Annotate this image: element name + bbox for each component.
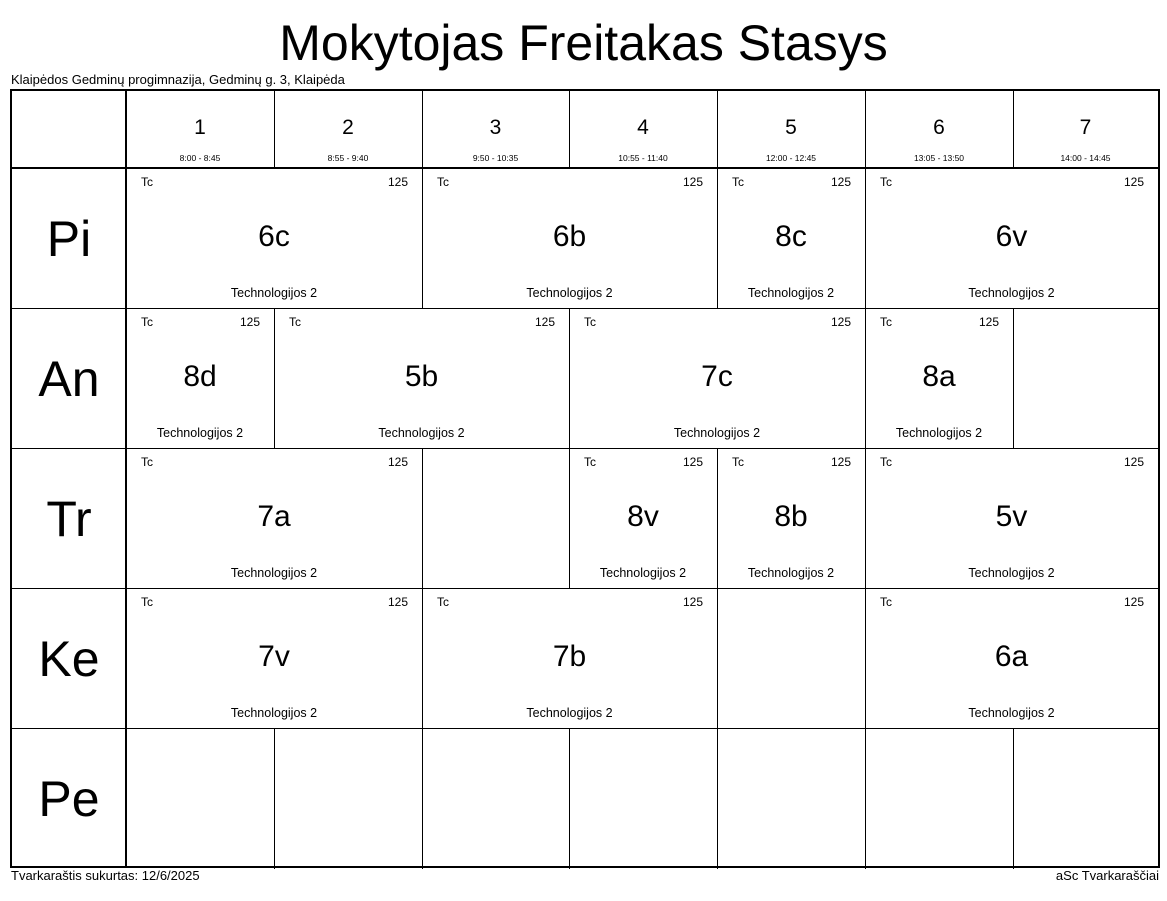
timetable-grid bbox=[10, 89, 1160, 868]
period-header bbox=[569, 91, 717, 167]
lesson-card[interactable] bbox=[126, 589, 422, 729]
room-number: 125 bbox=[830, 455, 851, 469]
subject-name: Technologijos 2 bbox=[156, 426, 244, 440]
room-number: 125 bbox=[978, 315, 999, 329]
teacher-code: Tc bbox=[437, 175, 449, 189]
lesson-card[interactable] bbox=[865, 449, 1158, 589]
teacher-code: Tc bbox=[141, 315, 153, 329]
subject-name: Technologijos 2 bbox=[968, 286, 1055, 300]
teacher-code: Tc bbox=[141, 595, 153, 609]
grid-line bbox=[865, 91, 866, 167]
period-time: 13:05 - 13:50 bbox=[913, 153, 965, 163]
day-label: Pe bbox=[38, 771, 100, 827]
room-number: 125 bbox=[830, 315, 851, 329]
created-date: Tvarkaraštis sukurtas: 12/6/2025 bbox=[11, 868, 200, 883]
subject-name: Technologijos 2 bbox=[230, 286, 318, 300]
empty-cell bbox=[865, 729, 1013, 869]
subject-name: Technologijos 2 bbox=[526, 286, 613, 300]
lesson-card[interactable] bbox=[569, 449, 717, 589]
period-time: 9:50 - 10:35 bbox=[472, 153, 519, 163]
teacher-code: Tc bbox=[584, 455, 596, 469]
period-number: 1 bbox=[194, 116, 206, 139]
subject-name: Technologijos 2 bbox=[599, 566, 687, 580]
teacher-code: Tc bbox=[880, 175, 892, 189]
subject-name: Technologijos 2 bbox=[378, 426, 465, 440]
teacher-code: Tc bbox=[880, 595, 892, 609]
teacher-code: Tc bbox=[732, 455, 744, 469]
subject-name: Technologijos 2 bbox=[230, 706, 318, 720]
subject-name: Technologijos 2 bbox=[968, 566, 1055, 580]
empty-cell bbox=[569, 729, 717, 869]
class-name: 5v bbox=[995, 500, 1028, 533]
lesson-card[interactable] bbox=[274, 309, 569, 449]
period-number: 6 bbox=[933, 116, 945, 139]
class-name: 6a bbox=[994, 640, 1029, 673]
class-name: 8v bbox=[627, 500, 659, 533]
grid-line bbox=[569, 91, 570, 167]
room-number: 125 bbox=[682, 455, 703, 469]
period-time: 8:55 - 9:40 bbox=[327, 153, 369, 163]
software-credit: aSc Tvarkaraščiai bbox=[1055, 868, 1159, 883]
room-number: 125 bbox=[1123, 455, 1144, 469]
empty-cell bbox=[274, 729, 422, 869]
day-label: Tr bbox=[46, 491, 92, 547]
teacher-code: Tc bbox=[880, 455, 892, 469]
class-name: 6b bbox=[552, 220, 587, 253]
period-number: 5 bbox=[785, 116, 797, 139]
empty-cell bbox=[422, 729, 569, 869]
class-name: 8d bbox=[183, 360, 217, 393]
room-number: 125 bbox=[239, 315, 260, 329]
period-header bbox=[865, 91, 1013, 167]
lesson-card[interactable] bbox=[865, 169, 1158, 309]
room-number: 125 bbox=[682, 175, 703, 189]
empty-cell bbox=[422, 449, 569, 589]
class-name: 8c bbox=[775, 220, 807, 253]
subject-name: Technologijos 2 bbox=[895, 426, 983, 440]
room-number: 125 bbox=[1123, 175, 1144, 189]
class-name: 7a bbox=[257, 500, 291, 533]
lesson-card[interactable] bbox=[126, 449, 422, 589]
lesson-card[interactable] bbox=[569, 309, 865, 449]
teacher-code: Tc bbox=[584, 315, 596, 329]
period-number: 2 bbox=[342, 116, 354, 139]
day-label: An bbox=[38, 351, 100, 407]
subject-name: Technologijos 2 bbox=[747, 286, 835, 300]
room-number: 125 bbox=[387, 175, 408, 189]
teacher-code: Tc bbox=[732, 175, 744, 189]
grid-line bbox=[717, 91, 718, 167]
class-name: 8b bbox=[774, 500, 808, 533]
period-number: 4 bbox=[637, 116, 649, 139]
empty-cell bbox=[717, 589, 865, 729]
subject-name: Technologijos 2 bbox=[230, 566, 318, 580]
teacher-code: Tc bbox=[289, 315, 301, 329]
period-header bbox=[422, 91, 569, 167]
lesson-card[interactable] bbox=[422, 589, 717, 729]
period-time: 12:00 - 12:45 bbox=[765, 153, 817, 163]
room-number: 125 bbox=[387, 455, 408, 469]
period-time: 10:55 - 11:40 bbox=[618, 153, 668, 163]
period-time: 14:00 - 14:45 bbox=[1060, 153, 1111, 163]
teacher-code: Tc bbox=[141, 175, 153, 189]
period-header bbox=[717, 91, 865, 167]
room-number: 125 bbox=[1123, 595, 1144, 609]
lesson-card[interactable] bbox=[126, 309, 274, 449]
lesson-card[interactable] bbox=[865, 589, 1158, 729]
grid-line bbox=[274, 91, 275, 167]
subject-name: Technologijos 2 bbox=[747, 566, 835, 580]
teacher-code: Tc bbox=[141, 455, 153, 469]
room-number: 125 bbox=[830, 175, 851, 189]
period-number: 3 bbox=[489, 116, 502, 139]
period-header bbox=[1013, 91, 1158, 167]
room-number: 125 bbox=[534, 315, 555, 329]
room-number: 125 bbox=[682, 595, 703, 609]
room-number: 125 bbox=[387, 595, 408, 609]
empty-cell bbox=[1013, 729, 1158, 869]
subject-name: Technologijos 2 bbox=[968, 706, 1055, 720]
teacher-code: Tc bbox=[437, 595, 449, 609]
lesson-card[interactable] bbox=[865, 309, 1013, 449]
lesson-card[interactable] bbox=[126, 169, 422, 309]
subject-name: Technologijos 2 bbox=[526, 706, 613, 720]
empty-cell bbox=[1013, 309, 1158, 449]
class-name: 7b bbox=[552, 640, 587, 673]
empty-cell bbox=[126, 729, 274, 869]
class-name: 6c bbox=[258, 220, 290, 253]
grid-line bbox=[1013, 91, 1014, 167]
lesson-card[interactable] bbox=[717, 449, 865, 589]
grid-line bbox=[422, 91, 423, 167]
class-name: 7c bbox=[701, 360, 733, 393]
empty-cell bbox=[717, 729, 865, 869]
lesson-card[interactable] bbox=[422, 169, 717, 309]
period-time: 8:00 - 8:45 bbox=[179, 153, 221, 163]
period-header bbox=[126, 91, 274, 167]
day-label: Pi bbox=[46, 211, 92, 267]
period-header bbox=[274, 91, 422, 167]
day-label: Ke bbox=[38, 631, 100, 687]
class-name: 8a bbox=[922, 360, 956, 393]
lesson-card[interactable] bbox=[717, 169, 865, 309]
teacher-code: Tc bbox=[880, 315, 892, 329]
class-name: 6v bbox=[995, 220, 1028, 253]
class-name: 7v bbox=[258, 640, 290, 673]
period-number: 7 bbox=[1079, 116, 1092, 139]
school-address: Klaipėdos Gedminų progimnazija, Gedminų g. 3, Klaipėda bbox=[11, 72, 345, 87]
class-name: 5b bbox=[404, 360, 439, 393]
subject-name: Technologijos 2 bbox=[673, 426, 761, 440]
page-title: Mokytojas Freitakas Stasys bbox=[279, 15, 888, 71]
